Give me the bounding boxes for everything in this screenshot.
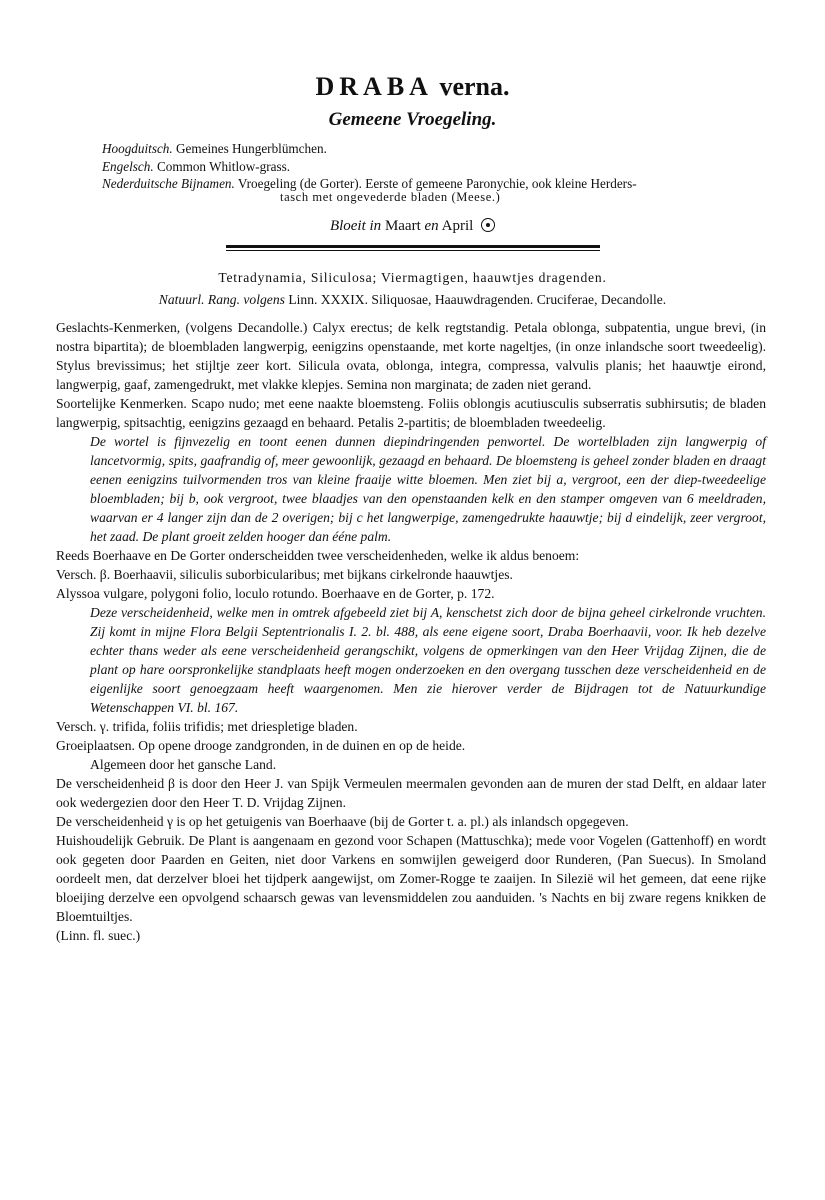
name-dutch-continued: tasch met ongevederde bladen (Meese.) xyxy=(280,189,501,204)
variety-beta-locality: De verscheidenheid β is door den Heer J. van Spijk Vermeulen meermalen gevonden aan de muren der stad Delft, en aldaar later ook wedergezien door den Heer T. D. Vrijdag Zijnen. xyxy=(56,776,766,810)
habitat-distribution: Algemeen door het gansche Land. xyxy=(90,757,277,772)
flowering-label: Bloeit in xyxy=(329,218,382,234)
natural-rank-label: Natuurl. Rang. volgens xyxy=(158,292,285,307)
genus-name: DRABA xyxy=(315,72,433,101)
flowering-month-2: April xyxy=(441,218,474,234)
description-paragraph: De wortel is fijnvezelig en toont eenen dunnen diepindringenden penwortel. De wortelbladen zijn langwerpig of lancetvormig, spits, gaafrandig of, meer gewoonlijk, gezaagd en behaard. De bloemsteng is geheel zonder bladen en draagt eenen eenigzins tuilvormenden tros van kleine fraaije witte bloemen. Men ziet bij a, vergroot, een der diep-tweedeelige bloembladen; bij b, ook vergroot, twee blaadjes van den openstaanden kelk en den stamper omgeven van 6 meeldraden, waarvan er 4 langer zijn dan de 2 overigen; bij c het langwerpige, zamengedrukte haauwtje; bij d eindelijk, zeer vergroot, het zaad. De plant groeit zelden hooger dan ééne palm. xyxy=(90,434,766,544)
habitat: Groeiplaatsen. Op opene drooge zandgronden, in de duinen en op de heide. xyxy=(56,738,466,753)
divider-thin xyxy=(226,250,600,251)
variety-beta-synonym: Alyssoa vulgare, polygoni folio, loculo rotundo. Boerhaave en de Gorter, p. 172. xyxy=(56,586,495,601)
main-text xyxy=(56,318,766,945)
flowering-period xyxy=(0,216,825,236)
variety-gamma: Versch. γ. trifida, foliis trifidis; met driespletige bladen. xyxy=(56,719,358,734)
name-dutch: Vroegeling (de Gorter). Eerste of gemeene Paronychie, ook kleine Herders- xyxy=(237,176,637,191)
label-english: Engelsch. xyxy=(102,158,154,174)
flowering-connector: en xyxy=(424,218,439,234)
label-dutch: Nederduitsche Bijnamen. xyxy=(102,176,235,191)
vernacular-names xyxy=(102,140,792,206)
flowering-month-1: Maart xyxy=(384,218,421,234)
species-characters: Soortelijke Kenmerken. Scapo nudo; met eene naakte bloemsteng. Foliis oblongis acutiusculis subserratis subhirsutis; de bladen langwerpig, spitsachtig, eenigzins gezaagd en behaard. Petalis 2-partitis; de bloembladen tweedeelig. xyxy=(56,396,766,430)
natural-rank xyxy=(0,290,825,309)
divider-thick xyxy=(226,245,600,248)
variety-gamma-locality: De verscheidenheid γ is op het getuigenis van Boerhaave (bij de Gorter t. a. pl.) als inlandsch opgegeven. xyxy=(56,814,629,829)
linnaean-classification: Tetradynamia, Siliculosa; Viermagtigen, haauwtjes dragenden. xyxy=(218,270,607,285)
page-title xyxy=(0,72,825,102)
variety-beta-note: Deze verscheidenheid, welke men in omtrek afgebeeld ziet bij A, kenschetst zich door de bijna geheel cirkelronde vruchten. Zij komt in mijne Flora Belgii Septentrionalis I. 2. bl. 488, als eene eigene soort, Draba Boerhaavii, voor. Ik heb dezelve echter thans weder als eene verscheidenheid gerangschikt, volgens de opmerkingen van den Heer Vrijdag Zijnen, die de plant op hare oorspronkelijke standplaats heeft mogen onderzoeken en den overgang tusschen deze verscheidenheid en de eigenlijke soort genoegzaam heeft waargenomen. Men zie hierover verder de Bijdragen tot de Natuurkundige Wetenschappen VI. bl. 167. xyxy=(90,605,766,715)
name-english: Common Whitlow-grass. xyxy=(156,158,291,174)
annual-symbol-icon xyxy=(481,218,495,232)
economic-use: Huishoudelijk Gebruik. De Plant is aangenaam en gezond voor Schapen (Mattuschka); mede voor Vogelen (Gattenhoff) en wordt ook gegeten door Paarden en Geiten, niet door Varkens en somwijlen geweigerd door Runderen, (Pan Suecus). In Smoland oordeelt men, dat derzelver bloei het tijdperk aangewijst, om Zomer-Rogge te zaaijen. In Silezië wil het gemeen, dat eene rijke bloeijing derzelve een opvolgend schaarsch gewas van levensmiddelen zou aanduiden. 's Nachts en bij zware regens knikken de Bloemtuiltjes. xyxy=(56,833,766,924)
variety-beta: Versch. β. Boerhaavii, siliculis suborbicularibus; met bijkans cirkelronde haauwtjes. xyxy=(56,567,513,582)
natural-rank-text: Linn. XXXIX. Siliquosae, Haauwdragenden. Cruciferae, Decandolle. xyxy=(288,292,667,307)
species-name: verna. xyxy=(439,72,510,101)
name-row-english xyxy=(102,158,792,176)
common-name: Gemeene Vroegeling. xyxy=(328,109,497,130)
genus-characters: Geslachts-Kenmerken, (volgens Decandolle.) Calyx erectus; de kelk regtstandig. Petala oblonga, subpatentia, ungue brevi, (in nostra bipartita); de bloembladen langwerpig, eenigzins openstaande, met korte nageltjes, (in onze inlandsche soort tweedeelig). Stylus brevissimus; het stijltje zeer kort. Silicula ovata, oblonga, integra, compressa, valvulis planis; het haauwtje eirond, langwerpig, gaaf, zamengedrukt, met vlakke klepjes. Semina non marginata; de zaden niet gerand. xyxy=(56,320,766,392)
citation: (Linn. fl. suec.) xyxy=(56,928,141,943)
label-german: Hoogduitsch. xyxy=(102,141,173,156)
varieties-intro: Reeds Boerhaave en De Gorter onderscheidden twee verscheidenheden, welke ik aldus benoem: xyxy=(56,548,580,563)
name-row-german xyxy=(102,140,792,158)
name-german: Gemeines Hungerblümchen. xyxy=(176,141,327,156)
